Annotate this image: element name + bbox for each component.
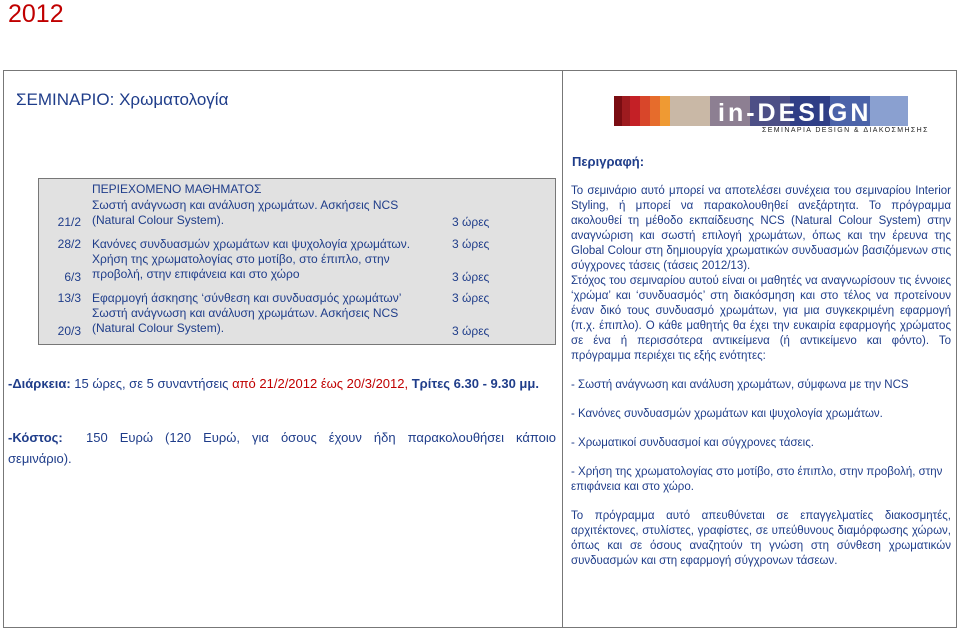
cost-info — [8, 427, 556, 469]
schedule-header: ΠΕΡΙΕΧΟΜΕΝΟ ΜΑΘΗΜΑΤΟΣ — [92, 182, 262, 196]
schedule-date: 21/2 — [57, 215, 81, 229]
schedule-hours: 3 ώρες — [452, 291, 490, 305]
duration-dates: από 21/2/2012 έως 20/3/2012, — [232, 376, 409, 391]
schedule-topic: Σωστή ανάγνωση και ανάλυση χρωμάτων. Ασκήσεις NCS (Natural Colour System). — [92, 198, 399, 227]
duration-text: 15 ώρες, σε 5 συναντήσεις — [70, 376, 233, 391]
schedule-date: 28/2 — [57, 237, 81, 251]
schedule-date: 6/3 — [64, 270, 81, 284]
year-heading: 2012 — [8, 0, 64, 28]
duration-info — [8, 373, 556, 394]
cost-label: -Κόστος: — [8, 430, 63, 445]
duration-time: Τρίτες 6.30 - 9.30 μμ. — [408, 376, 539, 391]
description-paragraph: Το σεμινάριο αυτό μπορεί να αποτελέσει συνέχεια του σεμιναρίου Interior Styling, ή μπορεί να παρακολουθηθεί ανεξάρτητα. Το πρόγραμμα ακολουθεί τη μέθοδο εκπαίδευσης NCS (Natural Colour System) στην αναγνώριση και σωστή επιλογή χρωμάτων, όπως και την έρευνα της Global Colour στη δημιουργία χρωματικών συνδυασμών βασιζόμενων στις σύγχρονες τάσεις (τάσεις 2012/13). — [571, 185, 951, 272]
logo-color-bar — [660, 96, 670, 126]
schedule-table — [38, 178, 556, 345]
logo-color-bar — [640, 96, 650, 126]
schedule-topic: Κανόνες συνδυασμών χρωμάτων και ψυχολογία χρωμάτων. — [92, 237, 411, 251]
cost-text-continued: σεμινάριο). — [8, 451, 72, 466]
schedule-date: 20/3 — [57, 324, 81, 338]
description-list-item: - Χρήση της χρωματολογίας στο μοτίβο, στο έπιπλο, στην προβολή, στην επιφάνεια και στο χώρο. — [571, 466, 943, 493]
schedule-date: 13/3 — [57, 291, 81, 305]
seminar-title: ΣΕΜΙΝΑΡΙΟ: Χρωματολογία — [16, 90, 229, 109]
description-label: Περιγραφή: — [572, 154, 645, 169]
logo-color-bar — [622, 96, 630, 126]
schedule-hours: 3 ώρες — [452, 270, 490, 284]
description-body — [571, 184, 951, 569]
logo-color-bar — [630, 96, 640, 126]
schedule-topic: Σωστή ανάγνωση και ανάλυση χρωμάτων. Ασκήσεις NCS (Natural Colour System). — [92, 306, 399, 335]
schedule-hours: 3 ώρες — [452, 324, 490, 338]
logo-color-bar — [614, 96, 622, 126]
logo-text: in-DESIGN — [718, 99, 872, 127]
logo-color-bar — [870, 96, 908, 126]
duration-label: -Διάρκεια: — [8, 376, 71, 391]
description-paragraph: Στόχος του σεμιναρίου αυτού είναι οι μαθητές να αναγνωρίσουν τις έννοιες ‘χρώμα’ και ‘συνδυασμός’ στη διακόσμηση και στο τέλος να προτείνουν έναν δικό τους συνδυασμό χρωμάτων, για μια συγκεκριμένη εφαρμογή (π.χ. έπιπλο). Ο κάθε μαθητής θα έχει την ευκαιρία εφαρμογής χρώματος σε ένα ή περισσότερα αντικείμενα (ή αντικείμενο και φόντο). Το πρόγραμμα περιέχει τις εξής ενότητες: — [571, 275, 951, 362]
logo-color-bar — [670, 96, 710, 126]
description-paragraph: Το πρόγραμμα αυτό απευθύνεται σε επαγγελματίες διακοσμητές, αρχιτέκτονες, στυλίστες, γραφίστες, σε υπεύθυνους διαμόρφωσης χώρων, όπως και σε όσους αναζητούν τη γνώση στη σύνθεση χρωματικών συνδυασμών και στη εφαρμογή σύγχρονων τάσεων. — [571, 510, 951, 567]
cost-text: 150 Ευρώ (120 Ευρώ, για όσους έχουν ήδη παρακολουθήσει κάποιο — [86, 430, 556, 445]
schedule-hours: 3 ώρες — [452, 237, 490, 251]
description-list-item: - Κανόνες συνδυασμών χρωμάτων και ψυχολογία χρωμάτων. — [571, 408, 883, 420]
description-list-item: - Χρωματικοί συνδυασμοί και σύγχρονες τάσεις. — [571, 437, 814, 449]
logo-color-bar — [650, 96, 660, 126]
description-list-item: - Σωστή ανάγνωση και ανάλυση χρωμάτων, σύμφωνα με την NCS — [571, 379, 909, 391]
in-design-logo — [614, 96, 929, 138]
column-divider — [562, 71, 563, 628]
schedule-topic: Εφαρμογή άσκησης ‘σύνθεση και συνδυασμός χρωμάτων’ — [92, 291, 402, 305]
schedule-topic: Χρήση της χρωματολογίας στο μοτίβο, στο έπιπλο, στην προβολή, στην επιφάνεια και στο χώρο — [92, 252, 390, 281]
logo-subtitle: ΣΕΜΙΝΑΡΙΑ DESIGN & ΔΙΑΚΟΣΜΗΣΗΣ — [762, 127, 929, 134]
schedule-hours: 3 ώρες — [452, 215, 490, 229]
